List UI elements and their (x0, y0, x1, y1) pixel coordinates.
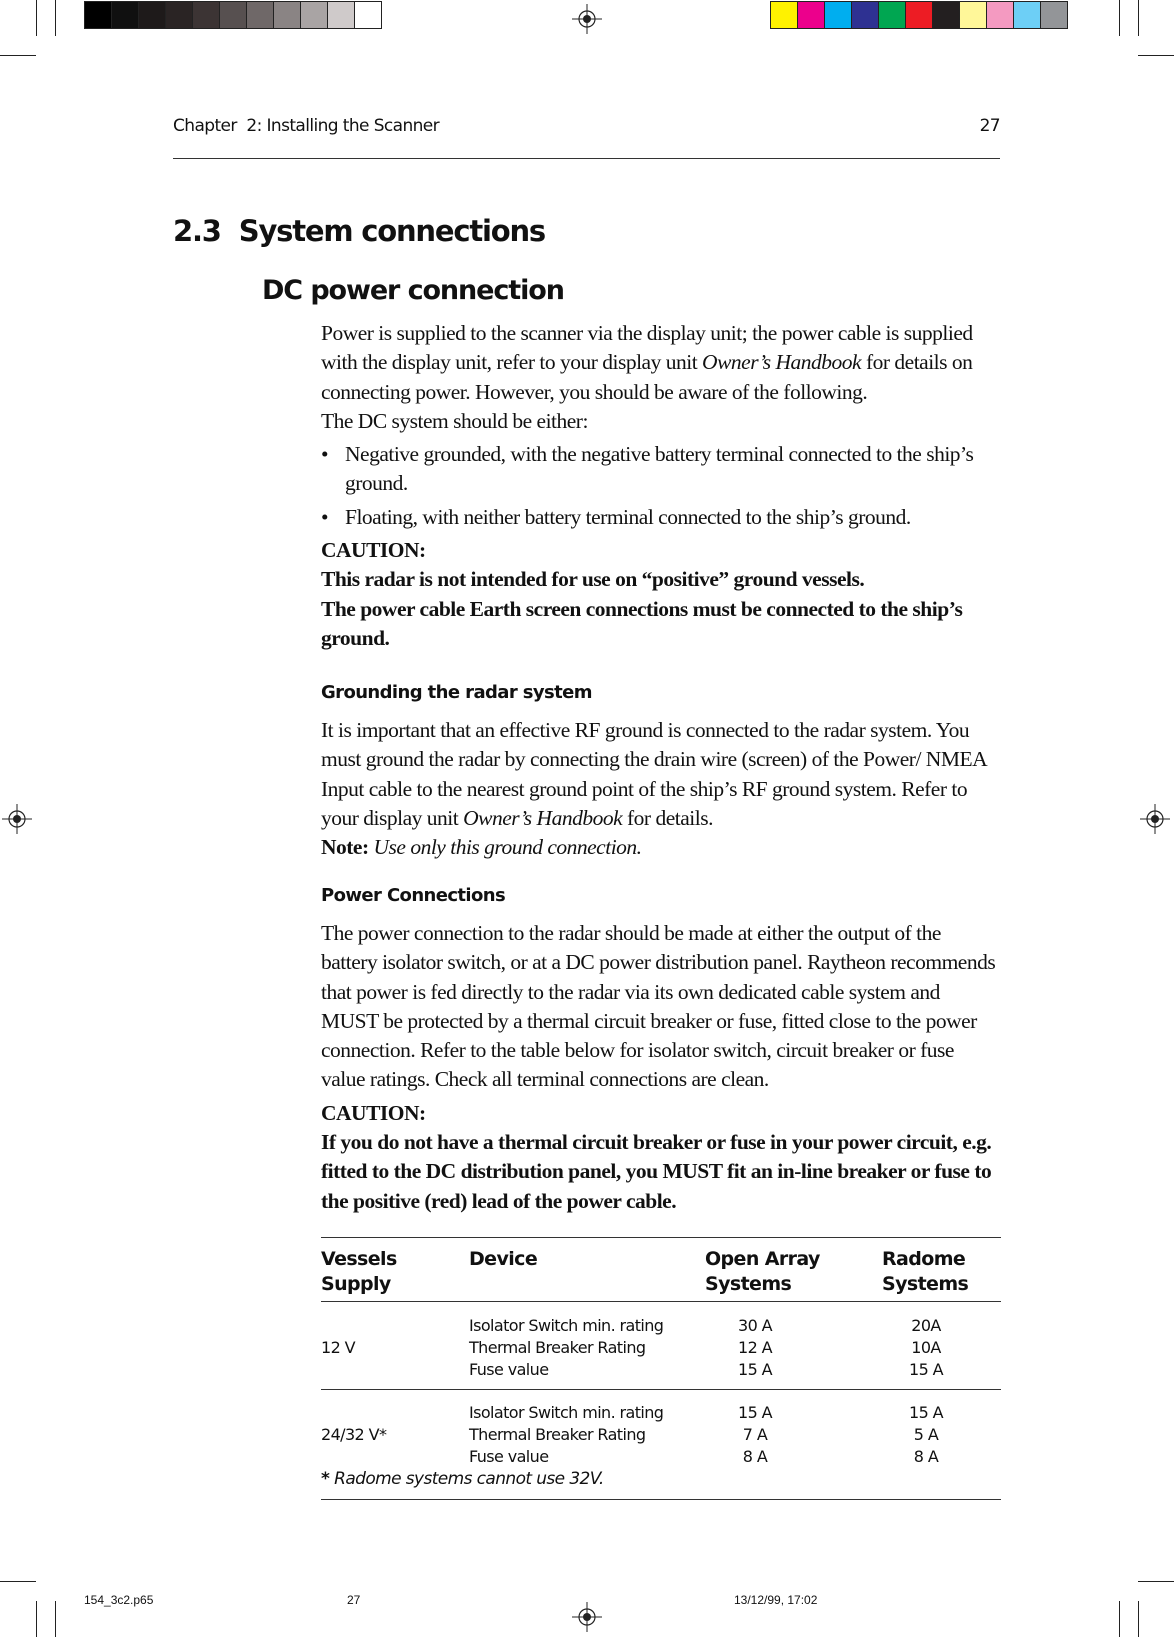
caution-text: The power cable Earth screen connections must be connected to the ship’s ground. (321, 596, 963, 650)
table-footnote: * Radome systems cannot use 32V. (321, 1469, 604, 1489)
radome-cell: 10A (911, 1338, 941, 1357)
grounding-heading: Grounding the radar system (321, 682, 592, 703)
color-swatch (960, 2, 987, 28)
color-swatch (771, 2, 798, 28)
device-cell: Isolator Switch min. rating (469, 1403, 664, 1422)
dc-system-options (321, 440, 1001, 532)
device-cell: Fuse value (469, 1447, 549, 1466)
dc-system-line: The DC system should be either: (321, 408, 588, 433)
gray-swatch (274, 2, 301, 28)
radome-cell: 5 A (913, 1425, 939, 1444)
table-rule (321, 1389, 1001, 1390)
caution-label: CAUTION: (321, 1100, 426, 1125)
open-array-cell: 15 A (738, 1403, 772, 1422)
color-swatch (1041, 2, 1067, 28)
color-swatch (879, 2, 906, 28)
grayscale-color-bar (84, 1, 382, 29)
gray-swatch (166, 2, 193, 28)
registration-mark-icon (572, 4, 602, 34)
table-rule (321, 1301, 1001, 1302)
list-item: • Floating, with neither battery terminal connected to the ship’s ground. (321, 503, 1001, 532)
table-rule (321, 1237, 1001, 1238)
radome-cell: 15 A (909, 1360, 943, 1379)
page-number: 27 (979, 116, 1000, 136)
device-cell: Thermal Breaker Rating (469, 1425, 646, 1444)
color-swatch (987, 2, 1014, 28)
gray-swatch (139, 2, 166, 28)
dc-power-heading: DC power connection (262, 275, 564, 306)
open-array-cell: 8 A (742, 1447, 768, 1466)
dc-power-intro: Power is supplied to the scanner via the display unit; the power cable is supplied with the display unit, refer to your display unit Owner’s Handbook for details on connecting power. However, you should be aware of the following. (321, 321, 973, 404)
color-swatch (798, 2, 825, 28)
section-heading (173, 214, 545, 248)
column-header-radome: Radome Systems (882, 1248, 969, 1295)
running-title: Chapter 2: Installing the Scanner (173, 116, 440, 136)
registration-mark-icon (2, 804, 32, 834)
column-header-open-array: Open Array Systems (705, 1248, 820, 1295)
color-swatch (852, 2, 879, 28)
caution-text: This radar is not intended for use on “positive” ground vessels. (321, 567, 865, 592)
power-connections-body (321, 919, 1001, 1216)
registration-mark-icon (1140, 804, 1170, 834)
grounding-text: It is important that an effective RF ground is connected to the radar system. You must ground the radar by connecting the drain wire (screen) of the Power/ NMEA Input cable to the nearest ground point of the ship’s RF ground system. Refer to your display unit Owner’s Handbook for details. (321, 718, 986, 830)
gray-swatch (193, 2, 220, 28)
supply-cell: 24/32 V* (321, 1425, 387, 1444)
gray-swatch (301, 2, 328, 28)
section-title: System connections (238, 214, 545, 248)
open-array-cell: 7 A (742, 1425, 768, 1444)
open-array-cell: 30 A (738, 1316, 772, 1335)
column-header-device: Device (469, 1248, 538, 1270)
dc-power-body (321, 319, 1001, 653)
power-connections-text: The power connection to the radar should be made at either the output of the battery isolator switch, or at a DC power distribution panel. Raytheon recommends that power is fed directly to the radar via its own dedicated cable system and MUST be protected by a thermal circuit breaker or fuse, fitted close to the power connection. Refer to the table below for isolator switch, circuit breaker or fuse value ratings. Check all terminal connections are clean. (321, 921, 996, 1092)
gray-swatch (220, 2, 247, 28)
running-header (173, 116, 1000, 136)
radome-cell: 15 A (909, 1403, 943, 1422)
column-header-supply: Vessels Supply (321, 1248, 397, 1295)
power-connections-heading: Power Connections (321, 885, 506, 906)
gray-swatch (328, 2, 355, 28)
supply-cell: 12 V (321, 1338, 355, 1357)
grounding-note: Note: Use only this ground connection. (321, 835, 642, 860)
open-array-cell: 12 A (738, 1338, 772, 1357)
color-swatch (825, 2, 852, 28)
slug-date: 13/12/99, 17:02 (734, 1593, 818, 1607)
gray-swatch (355, 2, 381, 28)
device-cell: Fuse value (469, 1360, 549, 1379)
gray-swatch (247, 2, 274, 28)
registration-mark-icon (572, 1602, 602, 1632)
gray-swatch (85, 2, 112, 28)
header-rule (173, 158, 1000, 159)
radome-cell: 8 A (913, 1447, 939, 1466)
color-swatch (1014, 2, 1041, 28)
device-cell: Isolator Switch min. rating (469, 1316, 664, 1335)
table-rule (321, 1499, 1001, 1500)
caution-text: If you do not have a thermal circuit breaker or fuse in your power circuit, e.g. fitted to the DC distribution panel, you MUST fit an in-line breaker or fuse to the positive (red) lead of the power cable. (321, 1130, 992, 1213)
process-color-bar (770, 1, 1068, 29)
open-array-cell: 15 A (738, 1360, 772, 1379)
caution-label: CAUTION: (321, 538, 426, 563)
color-swatch (933, 2, 960, 28)
grounding-body (321, 716, 1001, 862)
color-swatch (906, 2, 933, 28)
radome-cell: 20A (911, 1316, 941, 1335)
section-number: 2.3 (173, 214, 221, 248)
slug-page: 27 (347, 1593, 361, 1607)
gray-swatch (112, 2, 139, 28)
list-item: • Negative grounded, with the negative battery terminal connected to the ship’s ground. (321, 440, 1001, 499)
device-cell: Thermal Breaker Rating (469, 1338, 646, 1357)
slug-file: 154_3c2.p65 (84, 1593, 154, 1607)
